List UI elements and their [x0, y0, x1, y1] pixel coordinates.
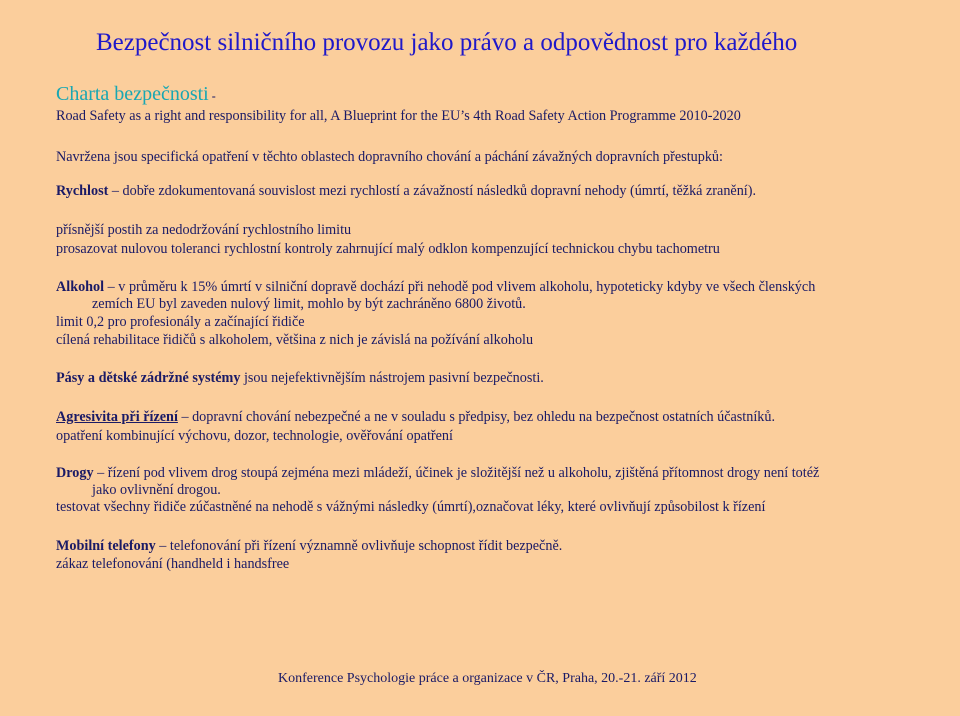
speed-term: Rychlost — [56, 183, 109, 199]
footer-text: Konference Psychologie práce a organizace v ČR, Praha, 20.-21. září 2012 — [278, 671, 697, 686]
alcohol-desc-2: zemích EU byl zaveden nulový limit, mohlo by být zachráněno 6800 životů. — [92, 296, 526, 312]
phone-desc: – telefonování při řízení významně ovlivňuje schopnost řídit bezpečně. — [155, 538, 563, 554]
belts-term: Pásy a dětské zádržné systémy — [56, 370, 241, 386]
alcohol-paragraph — [56, 279, 815, 296]
charta-label: Charta bezpečnosti — [56, 83, 209, 105]
aggression-desc: – dopravní chování nebezpečné a ne v souladu s předpisy, bez ohledu na bezpečnost ostatních účastníků. — [177, 409, 776, 425]
slide-title: Bezpečnost silničního provozu jako právo a odpovědnost pro každého — [96, 29, 798, 56]
phone-term: Mobilní telefony — [56, 538, 156, 554]
aggression-paragraph — [56, 409, 775, 426]
charta-subtitle: Road Safety as a right and responsibility for all, A Blueprint for the EU’s 4th Road Safety Action Programme 2010-2020 — [56, 108, 741, 124]
speed-desc: – dobře zdokumentovaná souvislost mezi rychlostí a závažností následků dopravní nehody (úmrtí, těžká zranění). — [108, 183, 757, 199]
aggression-term: Agresivita při řízení — [56, 409, 178, 425]
belts-desc: jsou nejefektivnějším nástrojem pasivní bezpečnosti. — [240, 370, 544, 386]
phone-item-1: zákaz telefonování (handheld i handsfree — [56, 556, 290, 572]
alcohol-item-1: limit 0,2 pro profesionály a začínající řidiče — [56, 314, 305, 330]
speed-item-1: přísnější postih za nedodržování rychlostního limitu — [56, 222, 352, 238]
phone-paragraph — [56, 538, 562, 555]
aggression-item-1: opatření kombinující výchovu, dozor, technologie, ověřování opatření — [56, 428, 453, 444]
charta-heading — [56, 83, 216, 106]
speed-item-2: prosazovat nulovou toleranci rychlostní kontroly zahrnující malý odklon kompenzující technickou chybu tachometru — [56, 241, 720, 257]
drugs-item-1: testovat všechny řidiče zúčastněné na nehodě s vážnými následky (úmrtí),označovat léky, které ovlivňují způsobilost k řízení — [56, 499, 766, 515]
belts-paragraph — [56, 370, 544, 387]
alcohol-desc-1: – v průměru k 15% úmrtí v silniční dopravě dochází při nehodě pod vlivem alkoholu, hypoteticky kdyby ve všech členských — [104, 279, 816, 295]
charta-dash: - — [208, 89, 216, 103]
speed-paragraph — [56, 183, 756, 200]
drugs-desc-2: jako ovlivnění drogou. — [92, 482, 221, 498]
drugs-desc-1: – řízení pod vlivem drog stoupá zejména mezi mládeží, účinek je složitější než u alkoholu, zjištěná přítomnost drogy není totéž — [93, 465, 820, 481]
alcohol-term: Alkohol — [56, 279, 105, 295]
drugs-term: Drogy — [56, 465, 94, 481]
alcohol-item-2: cílená rehabilitace řidičů s alkoholem, většina z nich je závislá na požívání alkoholu — [56, 332, 534, 348]
intro-text: Navržena jsou specifická opatření v těchto oblastech dopravního chování a páchání závažných dopravních přestupků: — [56, 149, 723, 165]
drugs-paragraph — [56, 465, 819, 482]
